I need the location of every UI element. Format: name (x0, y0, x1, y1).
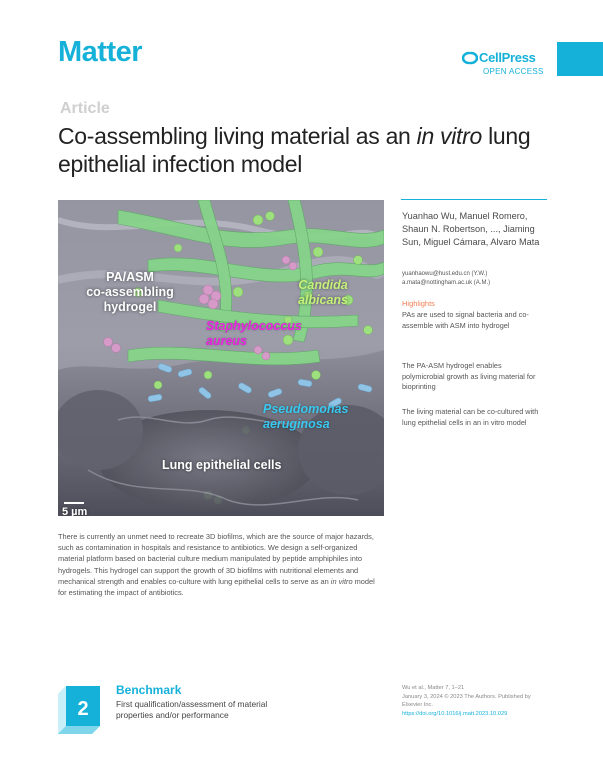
article-title (58, 122, 548, 178)
scale-bar-label: 5 µm (62, 506, 88, 516)
sidebar-divider (401, 199, 547, 200)
highlight-item: The PA-ASM hydrogel enables polymicrobial growth as living material for bioprinting (402, 361, 536, 391)
benchmark-number: 2 (77, 698, 89, 720)
email-2[interactable]: a.mata@nottingham.ac.uk (A.M.) (402, 280, 491, 286)
article-type: Article (60, 100, 110, 117)
label-candida (288, 278, 358, 308)
highlight-item: PAs are used to signal bacteria and co-assemble with ASM into hydrogel (402, 310, 529, 330)
doi-link[interactable]: https://doi.org/10.1016/j.matt.2023.10.029 (402, 710, 508, 717)
title-part-2: lung epithelial infection model (58, 123, 531, 177)
label-hydrogel (80, 270, 180, 315)
publisher-name: CellPress (479, 50, 536, 65)
citation-footer (402, 684, 550, 718)
email-1[interactable]: yuanhaowu@hust.edu.cn (Y.W.) (402, 271, 488, 277)
abstract-part-2: model for estimating the impact of antibiotics. (58, 576, 375, 598)
label-candida-line-2: albicans (297, 293, 349, 307)
highlights-heading: Highlights (402, 299, 435, 308)
journal-name: Matter (58, 36, 143, 68)
label-lung-cells: Lung epithelial cells (162, 458, 282, 472)
benchmark-description: First qualification/assessment of material properties and/or performance (116, 699, 268, 720)
cellpress-logo-icon (462, 51, 478, 65)
label-candida-line-1: Candida (298, 278, 348, 292)
scale-bar (64, 502, 84, 504)
citation-line-1: Wu et al., Matter 7, 1–21 (402, 685, 465, 691)
graphical-abstract-figure (58, 200, 384, 516)
label-pseudomonas (263, 402, 348, 432)
label-hydrogel-line-2: co-assembling (86, 285, 174, 299)
abstract-italic: in vitro (330, 576, 353, 586)
benchmark-icon (58, 686, 108, 734)
label-staphylococcus (206, 319, 302, 349)
citation-line-2: January 3, 2024 © 2023 The Authors. Published by Elsevier Inc. (402, 693, 531, 708)
label-hydrogel-line-1: PA/ASM (106, 270, 154, 284)
abstract-part-1: There is currently an unmet need to recreate 3D biofilms, which are the source of major hazards, such as contamination in hospitals and resistance to antibiotics. We design a self-organized material platform based on bacterial culture medium manipulated by peptide amphiphiles into hydrogels. This hydrogel can support the growth of 3D biofilms with nutritional elements and mechanical strength and enables co-culture with lung epithelial cells to serve as an (58, 532, 374, 586)
label-pseudo-line-2: aeruginosa (263, 417, 330, 431)
title-part-1: Co-assembling living material as an (58, 123, 417, 149)
title-italic: in vitro (416, 123, 482, 149)
corner-accent-block (557, 42, 603, 76)
benchmark-title: Benchmark (116, 683, 182, 697)
label-staph-line-1: Staphylococcus (206, 319, 302, 333)
correspondence-emails (402, 270, 547, 288)
open-access-label: OPEN ACCESS (483, 67, 544, 76)
author-list: Yuanhao Wu, Manuel Romero, Shaun N. Robertson, ..., Jiaming Sun, Miguel Cámara, Alvaro Mata (402, 211, 540, 247)
highlight-item: The living material can be co-cultured with lung epithelial cells in an in vitro model (402, 407, 539, 427)
label-pseudo-line-1: Pseudomonas (263, 402, 349, 416)
abstract-text (58, 531, 376, 598)
label-staph-line-2: aureus (206, 334, 247, 348)
label-hydrogel-line-3: hydrogel (103, 300, 157, 314)
